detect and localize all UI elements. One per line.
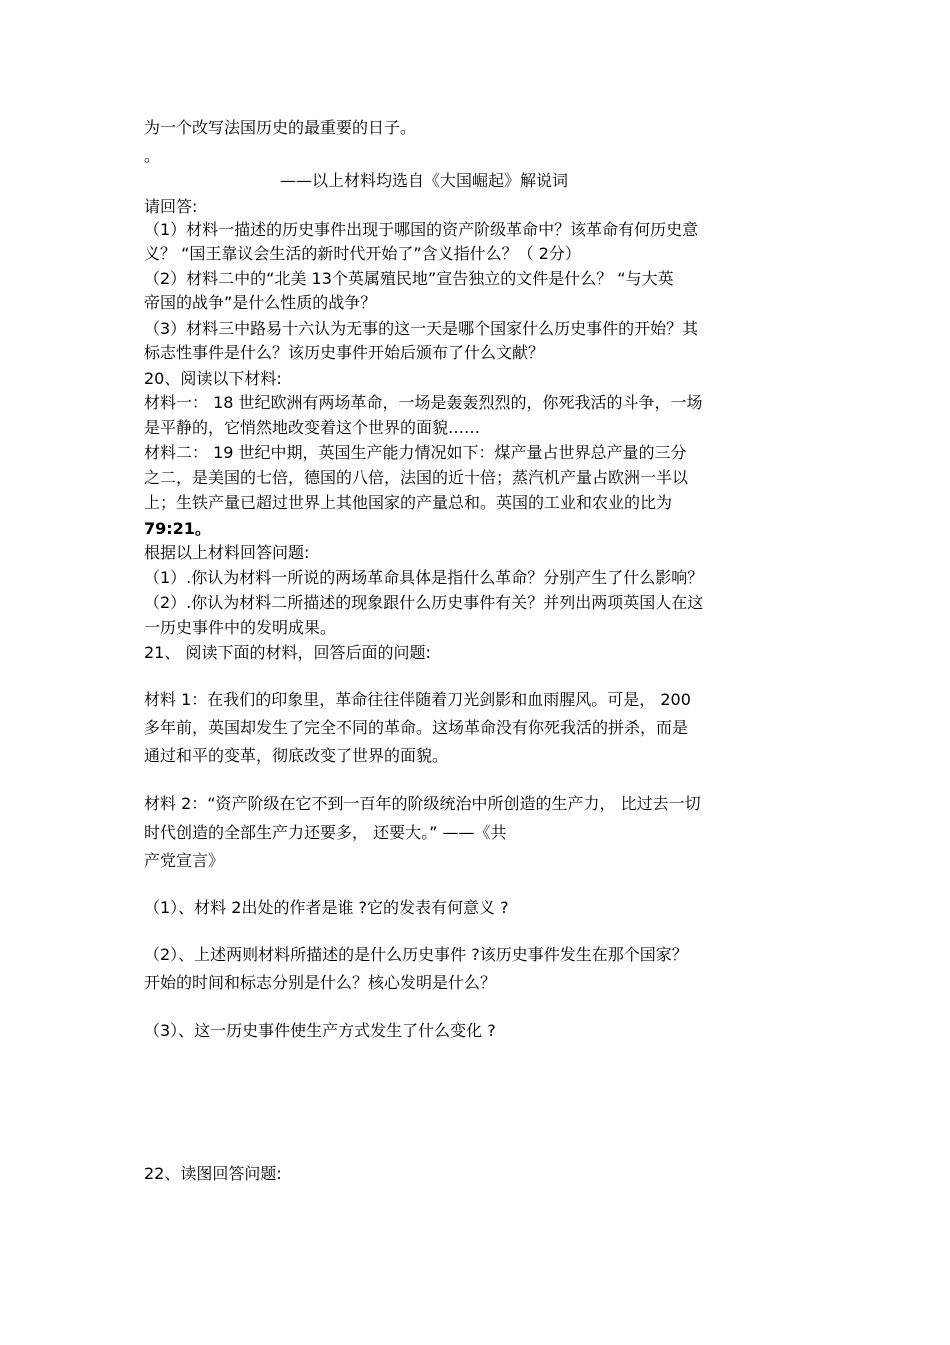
q19-part1-line2: 义？ “国王靠议会生活的新时代开始了”含义指什么？（ 2分） [144,244,581,263]
q21-part1: （1）、材料 2出处的作者是谁 ?它的发表有何意义 ? [144,898,509,917]
q19-part2-line2: 帝国的战争”是什么性质的战争？ [144,293,377,312]
q20-part2-line2: 一历史事件中的发明成果。 [144,618,337,637]
q21-material1-line3: 通过和平的变革，彻底改变了世界的面貌。 [144,746,449,765]
q20-material1-line2: 是平静的，它悄然地改变着这个世界的面貌…… [144,418,481,437]
q20-part1: （1）.你认为材料一所说的两场革命具体是指什么革命？分别产生了什么影响？ [144,568,704,587]
stray-punctuation: 。 [144,146,161,165]
q20-prompt: 根据以上材料回答问题: [144,543,310,562]
q21-material2-line1: 材料 2：“资产阶级在它不到一百年的阶级统治中所创造的生产力， 比过去一切 [144,794,701,813]
q21-material1-line2: 多年前，英国却发生了完全不同的革命。这场革命没有你死我活的拼杀，而是 [144,718,689,737]
q22-heading: 22、读图回答问题: [144,1164,282,1183]
q19-part2-line1: （2）材料二中的“北美 13个英属殖民地”宣告独立的文件是什么？ “与大英 [144,269,674,288]
q19-part1-line1: （1）材料一描述的历史事件出现于哪国的资产阶级革命中？该革命有何历史意 [144,220,699,239]
q19-part3-line2: 标志性事件是什么？该历史事件开始后颁布了什么文献？ [144,343,545,362]
q20-part2-line1: （2）.你认为材料二所描述的现象跟什么历史事件有关？并列出两项英国人在这 [144,593,704,612]
continuation-text: 为一个改写法国历史的最重要的日子。 [144,118,417,137]
q21-heading: 21、 阅读下面的材料，回答后面的问题: [144,643,431,662]
q20-material2-line3: 上；生铁产量已超过世界上其他国家的产量总和。英国的工业和农业的比为 [144,493,673,512]
q20-material2-line1: 材料二： 19 世纪中期，英国生产能力情况如下：煤产量占世界总产量的三分 [144,443,687,462]
q21-material2-line3: 产党宣言》 [144,851,225,870]
q21-part3: （3）、这一历史事件使生产方式发生了什么变化 ? [144,1021,496,1040]
source-citation: ——以上材料均选自《大国崛起》解说词 [280,171,569,190]
q20-heading: 20、阅读以下材料: [144,369,282,388]
q21-part2-line2: 开始的时间和标志分别是什么？核心发明是什么？ [144,973,497,992]
q21-material1-line1: 材料 1：在我们的印象里，革命往往伴随着刀光剑影和血雨腥风。可是， 200 [144,690,691,709]
q20-material1-line1: 材料一： 18 世纪欧洲有两场革命，一场是轰轰烈烈的，你死我活的斗争，一场 [144,393,703,412]
q21-material2-line2: 时代创造的全部生产力还要多， 还要大。” ——《共 [144,823,507,842]
q19-part3-line1: （3）材料三中路易十六认为无事的这一天是哪个国家什么历史事件的开始？其 [144,319,699,338]
q20-material2-line2: 之二，是美国的七倍，德国的八倍，法国的近十倍；蒸汽机产量占欧洲一半以 [144,468,689,487]
q21-part2-line1: （2）、上述两则材料所描述的是什么历史事件 ?该历史事件发生在那个国家？ [144,945,688,964]
answer-prompt: 请回答: [144,197,198,216]
q20-material2-line4: 79:21。 [144,519,211,538]
